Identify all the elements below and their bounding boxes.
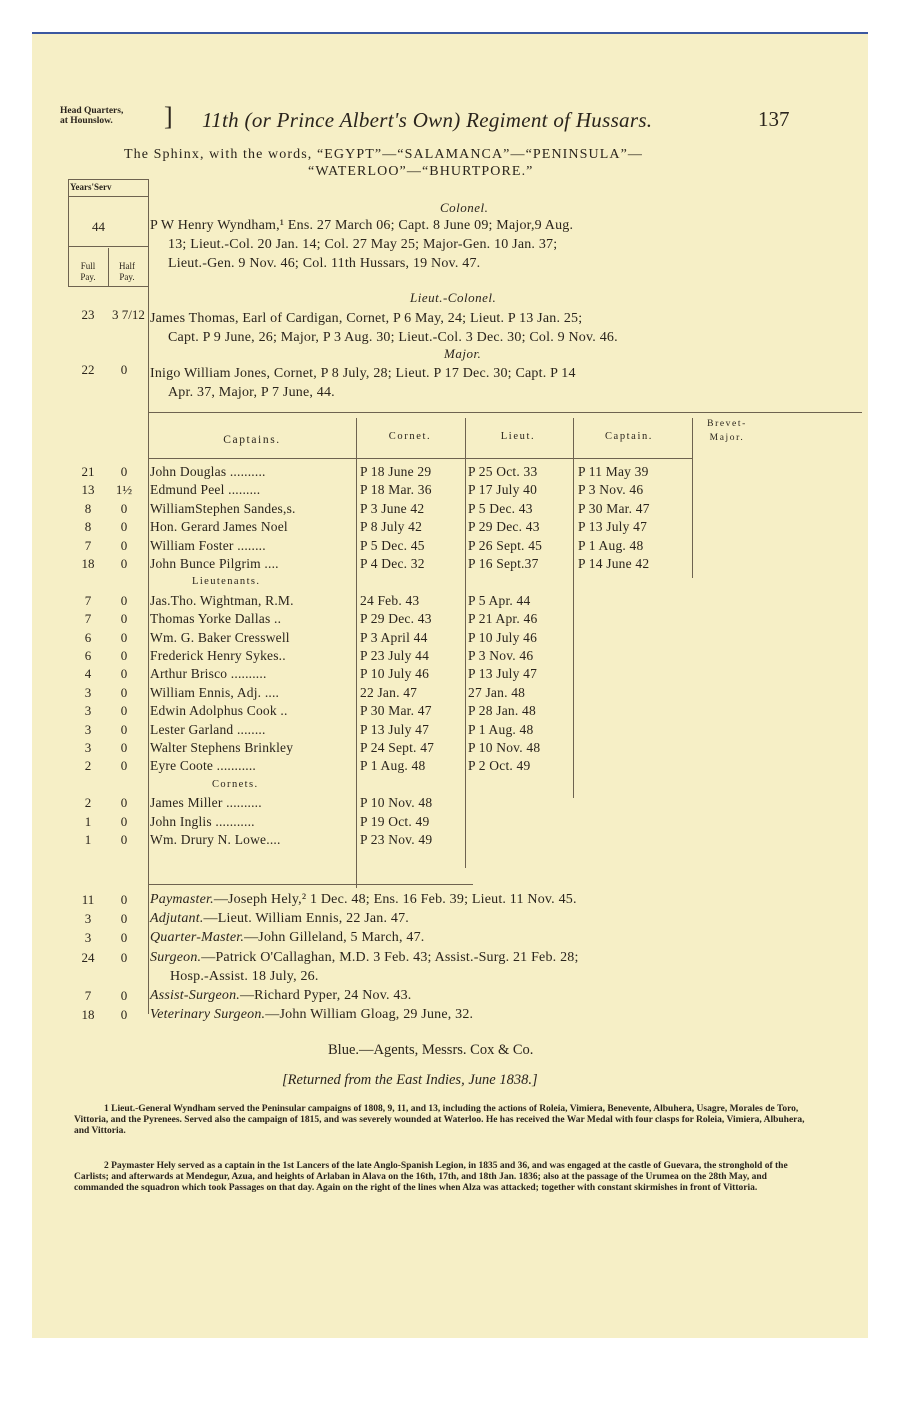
lieutenant-row-half-pay: 0	[120, 721, 128, 737]
captain-row-half-pay: 0	[120, 500, 128, 516]
captain-row-captain-date: P 30 Mar. 47	[578, 500, 650, 516]
lieutenant-row-half-pay: 0	[120, 666, 128, 682]
header-bottom-rule	[148, 458, 693, 459]
cornet-row-half-pay: 0	[120, 832, 128, 847]
table-bottom-rule	[148, 884, 473, 885]
lieutenant-row-name: Thomas Yorke Dallas ..	[150, 611, 282, 627]
lieutenant-row-lieut-date: P 13 July 47	[468, 666, 538, 682]
captain-row-captain-date: P 11 May 39	[578, 464, 649, 479]
staff-details: Hosp.-Assist. 18 July, 26.	[170, 968, 319, 984]
cornet-row-full-pay: 1	[84, 813, 92, 829]
staff-half-pay: 0	[120, 988, 128, 1003]
captain-row-half-pay: 0	[120, 537, 128, 553]
staff-details: —Lieut. William Ennis, 22 Jan. 47.	[203, 911, 409, 927]
col-brevet-major: Brevet-Major.	[707, 419, 747, 443]
captain-row-name: John Douglas ..........	[150, 464, 266, 479]
column-divider	[573, 418, 574, 798]
returned-note: [Returned from the East Indies, June 1838.]	[282, 1072, 538, 1088]
lieutenant-row-full-pay: 2	[84, 758, 92, 774]
staff-details: —John Gilleland, 5 March, 47.	[244, 930, 425, 946]
lieutenant-row-full-pay: 7	[84, 611, 92, 627]
lt-colonel-half-pay: 3 7/12	[112, 307, 145, 322]
lieutenant-row-name: Arthur Brisco ..........	[150, 666, 267, 682]
captain-row-captain-date: P 13 July 47	[578, 519, 648, 535]
captain-row-captain-date: P 1 Aug. 48	[578, 537, 644, 553]
captain-row-cornet-date: P 8 July 42	[360, 519, 423, 535]
captain-row-name: John Bunce Pilgrim ....	[150, 556, 279, 571]
staff-half-pay: 0	[120, 949, 128, 965]
lieutenant-row-full-pay: 4	[84, 666, 92, 682]
captain-row-full-pay: 21	[81, 464, 95, 479]
col-lieut: Lieut.	[500, 431, 536, 442]
captain-row-cornet-date: P 18 June 29	[360, 464, 432, 479]
captain-row-lieut-date: P 29 Dec. 43	[468, 519, 540, 535]
lieutenant-row-cornet-date: P 3 April 44	[360, 629, 428, 645]
lieutenant-row-cornet-date: 22 Jan. 47	[360, 684, 418, 700]
staff-full-pay: 11	[81, 892, 95, 907]
cornet-row-name: James Miller ..........	[150, 795, 262, 811]
major-full-pay: 22	[81, 362, 95, 377]
cornet-row-full-pay: 1	[84, 832, 92, 847]
staff-entry	[150, 950, 579, 966]
col-captain: Captain.	[604, 431, 654, 442]
colonel-line1: P W Henry Wyndham,¹ Ens. 27 March 06; Capt. 8 June 09; Major,9 Aug.	[150, 218, 574, 233]
captain-row-half-pay: 1½	[115, 482, 133, 498]
lieutenant-row-half-pay: 0	[120, 703, 128, 719]
lieutenant-row-full-pay: 6	[84, 629, 92, 645]
captain-row-name: WilliamStephen Sandes,s.	[150, 500, 296, 516]
lieutenant-row-lieut-date: P 28 Jan. 48	[468, 703, 536, 719]
major-line1: Inigo William Jones, Cornet, P 8 July, 28; Lieut. P 17 Dec. 30; Capt. P 14	[150, 366, 576, 381]
captain-row-cornet-date: P 18 Mar. 36	[360, 482, 432, 498]
column-divider	[692, 418, 693, 578]
rule	[68, 179, 69, 287]
facings-agents: Blue.—Agents, Messrs. Cox & Co.	[328, 1042, 534, 1058]
rule	[68, 196, 148, 197]
lieutenant-row-name: Eyre Coote ...........	[150, 758, 257, 774]
lieutenant-row-half-pay: 0	[120, 629, 128, 645]
col-cornet: Cornet.	[388, 431, 432, 442]
captain-row-full-pay: 8	[84, 519, 92, 535]
captain-row-full-pay: 7	[84, 537, 92, 553]
column-divider	[356, 418, 357, 888]
staff-entry	[150, 1007, 473, 1023]
staff-details: —John William Gloag, 29 June, 32.	[265, 1007, 474, 1023]
lieutenant-row-cornet-date: P 10 July 46	[360, 666, 430, 682]
lieutenant-row-half-pay: 0	[120, 592, 128, 608]
captain-row-cornet-date: P 5 Dec. 45	[360, 537, 425, 553]
major-rank: Major.	[444, 346, 482, 361]
lieutenant-row-full-pay: 3	[84, 684, 92, 700]
col-captains: Captains.	[223, 434, 281, 446]
staff-role: Quarter-Master.	[150, 930, 245, 946]
page-title: 11th (or Prince Albert's Own) Regiment of Hussars.	[202, 108, 653, 132]
lieutenants-subheading: Lieutenants.	[192, 576, 261, 588]
staff-full-pay: 24	[81, 949, 95, 965]
staff-entry	[150, 930, 425, 946]
page-number: 137	[758, 107, 790, 131]
lieutenant-row-full-pay: 3	[84, 721, 92, 737]
captain-row-half-pay: 0	[120, 464, 128, 479]
headquarters-location	[60, 106, 123, 126]
staff-role: Assist-Surgeon.	[150, 988, 240, 1003]
rule	[108, 248, 109, 286]
captain-row-lieut-date: P 16 Sept.37	[468, 556, 539, 571]
captain-row-name: Hon. Gerard James Noel	[150, 519, 288, 535]
footnote-2: 2 Paymaster Hely served as a captain in the 1st Lancers of the late Anglo-Spanish Legion, in 1835 and 36, and was engaged at the castle of Guevara, the stronghold of the Carlists; and afterwards at Mendegur, Azua, and heights of Arlaban in Alava on the 16th, 17th, and 18th Jan. 1836; also at the passage of the Urumea on the 28th May, and commanded the squadron which took Passages on that day. Again on the right of the lines when Alza was attacked; together with constant skirmishes in front of Vittoria.	[74, 1161, 788, 1194]
hq-line1: Head Quarters,	[60, 106, 124, 116]
lieutenant-row-cornet-date: P 30 Mar. 47	[360, 703, 432, 719]
major-line2: Apr. 37, Major, P 7 June, 44.	[168, 385, 335, 400]
lieutenant-row-half-pay: 0	[120, 740, 128, 755]
header-bracket: ]	[164, 102, 173, 131]
table-top-rule	[148, 412, 862, 413]
lieutenant-row-name: Edwin Adolphus Cook ..	[150, 703, 288, 719]
staff-details: —Joseph Hely,² 1 Dec. 48; Ens. 16 Feb. 39; Lieut. 11 Nov. 45.	[213, 892, 577, 907]
honours-line1: The Sphinx, with the words, “EGYPT”—“SALAMANCA”—“PENINSULA”—	[124, 147, 644, 162]
lieutenant-row-cornet-date: P 23 July 44	[360, 648, 430, 663]
lt-colonel-rank: Lieut.-Colonel.	[410, 290, 497, 305]
lieutenant-row-cornet-date: P 29 Dec. 43	[360, 611, 432, 627]
full-pay-header: Full Pay.	[80, 261, 96, 282]
staff-half-pay: 0	[120, 930, 128, 946]
lieutenant-row-lieut-date: P 10 Nov. 48	[468, 740, 541, 755]
lieutenant-row-name: Walter Stephens Brinkley	[150, 740, 294, 755]
staff-full-pay: 18	[81, 1007, 95, 1023]
staff-details: —Patrick O'Callaghan, M.D. 3 Feb. 43; Assist.-Surg. 21 Feb. 28;	[201, 949, 579, 965]
lt-colonel-line2: Capt. P 9 June, 26; Major, P 3 Aug. 30; Lieut.-Col. 3 Dec. 30; Col. 9 Nov. 46.	[168, 330, 618, 345]
colonel-line2: 13; Lieut.-Col. 20 Jan. 14; Col. 27 May 25; Major-Gen. 10 Jan. 37;	[168, 237, 558, 252]
staff-half-pay: 0	[120, 1007, 128, 1023]
staff-role: Paymaster.	[150, 892, 214, 907]
staff-role: Veterinary Surgeon.	[150, 1007, 266, 1023]
cornet-row-half-pay: 0	[120, 795, 128, 811]
staff-entry	[150, 892, 577, 908]
lieutenant-row-lieut-date: 27 Jan. 48	[468, 684, 526, 700]
staff-half-pay: 0	[120, 892, 128, 907]
captain-row-cornet-date: P 3 June 42	[360, 500, 425, 516]
rule	[68, 286, 148, 287]
captain-row-name: William Foster ........	[150, 537, 266, 553]
cornet-row-half-pay: 0	[120, 813, 128, 829]
rule	[68, 246, 148, 247]
captain-row-captain-date: P 14 June 42	[578, 556, 650, 571]
staff-role: Adjutant.	[150, 911, 204, 927]
captain-row-cornet-date: P 4 Dec. 32	[360, 556, 425, 571]
cornets-subheading: Cornets.	[212, 778, 259, 790]
cornet-row-cornet-date: P 10 Nov. 48	[360, 795, 433, 811]
footnote-1: 1 Lieut.-General Wyndham served the Peninsular campaigns of 1808, 9, 11, and 13, including the actions of Roleia, Vimiera, Benevente, Albuhera, Usagre, Morales de Toro, Vittoria, and the Pyrenees. Served also the campaign of 1815, and was severely wounded at Waterloo. He has received the War Medal with four clasps for Roleia, Vimiera, Albuhera, and Vittoria.	[74, 1104, 805, 1137]
major-half-pay: 0	[120, 362, 128, 377]
cornet-row-full-pay: 2	[84, 795, 92, 811]
lieutenant-row-half-pay: 0	[120, 684, 128, 700]
lieutenant-row-full-pay: 3	[84, 703, 92, 719]
captain-row-half-pay: 0	[120, 519, 128, 535]
captain-row-name: Edmund Peel .........	[150, 482, 261, 498]
staff-details: —Richard Pyper, 24 Nov. 43.	[239, 988, 412, 1003]
lieutenant-row-cornet-date: P 13 July 47	[360, 721, 430, 737]
captain-row-full-pay: 8	[84, 500, 92, 516]
lieutenant-row-lieut-date: P 21 Apr. 46	[468, 611, 538, 627]
lieutenant-row-lieut-date: P 10 July 46	[468, 629, 538, 645]
lieutenant-row-lieut-date: P 1 Aug. 48	[468, 721, 534, 737]
cornet-row-name: Wm. Drury N. Lowe....	[150, 832, 281, 847]
book-page	[32, 32, 868, 1338]
captain-row-full-pay: 13	[81, 482, 95, 498]
cornet-row-cornet-date: P 19 Oct. 49	[360, 813, 430, 829]
staff-full-pay: 7	[84, 988, 92, 1003]
lieutenant-row-name: Lester Garland ........	[150, 721, 266, 737]
lieutenant-row-cornet-date: P 1 Aug. 48	[360, 758, 426, 774]
hq-line2: at Hounslow.	[60, 116, 113, 126]
column-divider	[148, 179, 149, 1014]
lieutenant-row-lieut-date: P 5 Apr. 44	[468, 592, 531, 608]
lieutenant-row-full-pay: 3	[84, 740, 92, 755]
captain-row-lieut-date: P 5 Dec. 43	[468, 500, 533, 516]
lieutenant-row-half-pay: 0	[120, 648, 128, 663]
captain-row-lieut-date: P 26 Sept. 45	[468, 537, 543, 553]
cornet-row-name: John Inglis ...........	[150, 813, 255, 829]
lieutenant-row-cornet-date: P 24 Sept. 47	[360, 740, 435, 755]
captain-row-half-pay: 0	[120, 556, 128, 571]
lieutenant-row-half-pay: 0	[120, 611, 128, 627]
lieutenant-row-full-pay: 7	[84, 592, 92, 608]
staff-entry	[170, 969, 319, 985]
lieutenant-row-name: Wm. G. Baker Cresswell	[150, 629, 290, 645]
lt-colonel-line1: James Thomas, Earl of Cardigan, Cornet, P 6 May, 24; Lieut. P 13 Jan. 25;	[150, 311, 583, 326]
years-service-header: Years'Serv	[70, 182, 112, 192]
lieutenant-row-name: Jas.Tho. Wightman, R.M.	[150, 592, 294, 608]
captain-row-lieut-date: P 17 July 40	[468, 482, 538, 498]
lt-colonel-full-pay: 23	[81, 307, 95, 322]
lieutenant-row-cornet-date: 24 Feb. 43	[360, 592, 420, 608]
lieutenant-row-name: William Ennis, Adj. ....	[150, 684, 280, 700]
lieutenant-row-half-pay: 0	[120, 758, 128, 774]
staff-full-pay: 3	[84, 911, 92, 927]
honours-line2: “WATERLOO”—“BHURTPORE.”	[308, 164, 534, 179]
column-divider	[465, 418, 466, 868]
captain-row-captain-date: P 3 Nov. 46	[578, 482, 644, 498]
staff-entry	[150, 988, 412, 1004]
lieutenant-row-name: Frederick Henry Sykes..	[150, 648, 286, 663]
colonel-years: 44	[92, 219, 105, 234]
lieutenant-row-lieut-date: P 3 Nov. 46	[468, 648, 534, 663]
captain-row-full-pay: 18	[81, 556, 95, 571]
staff-role: Surgeon.	[150, 949, 202, 965]
colonel-line3: Lieut.-Gen. 9 Nov. 46; Col. 11th Hussars, 19 Nov. 47.	[168, 256, 481, 271]
lieutenant-row-lieut-date: P 2 Oct. 49	[468, 758, 531, 774]
staff-entry	[150, 911, 409, 927]
staff-half-pay: 0	[120, 911, 128, 927]
lieutenant-row-full-pay: 6	[84, 648, 92, 663]
captain-row-lieut-date: P 25 Oct. 33	[468, 464, 538, 479]
half-pay-header: Half Pay.	[119, 261, 135, 282]
cornet-row-cornet-date: P 23 Nov. 49	[360, 832, 433, 847]
rule	[68, 179, 148, 180]
colonel-rank: Colonel.	[440, 200, 489, 215]
staff-full-pay: 3	[84, 930, 92, 946]
